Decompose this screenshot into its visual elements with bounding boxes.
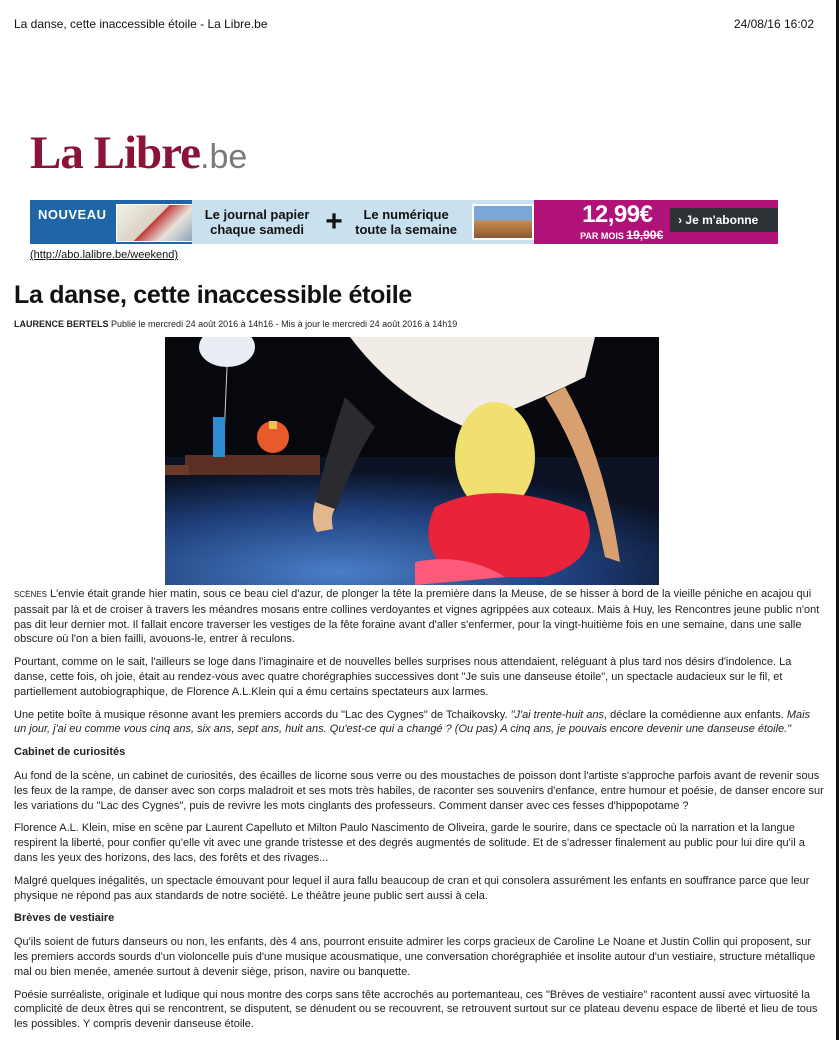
site-logo[interactable] <box>30 126 247 182</box>
banner-per-month <box>580 228 663 242</box>
banner-text-digital: Le numérique toute la semaine <box>355 207 457 237</box>
article-photo <box>165 337 659 585</box>
author-name[interactable]: LAURENCE BERTELS <box>14 319 109 329</box>
paragraph-3-quote-1: "J'ai trente-huit ans <box>510 708 605 721</box>
banner-left-panel <box>30 200 192 244</box>
per-month-label: PAR MOIS <box>580 231 624 241</box>
paragraph-8: Poésie surréaliste, originale et ludique qui nous montre des corps sans tête accrochés au portemanteau, ces "Brèves de vestiaire" racontent aussi avec virtuosité la complicité de deux êtres qui se rencontrent, se disputent, se dénudent ou se recouvrent, se retrouvent surtout sur ce plateau devenu espace de liberté et lieu de tous les possibles. Y compris devenir danseuse étoile. <box>14 988 818 1031</box>
paragraph-2: Pourtant, comme on le sait, l'ailleurs se loge dans l'imaginaire et de nouvelles belles surprises nous attendaient, reléguant à plus tard nos désirs d'indolence. La danse, cette fois, oh joie, était au rendez-vous avec quatre chorégraphies successives dont "Je suis une danseuse étoile", un spectacle audacieux sur le fil, et partiellement autobiographique, de Florence A.L.Klein qui a ému certains spectateurs aux larmes. <box>14 656 792 698</box>
article-headline: La danse, cette inaccessible étoile <box>14 281 413 309</box>
print-page-title: La danse, cette inaccessible étoile - La Libre.be <box>14 17 268 31</box>
plus-icon: + <box>325 205 343 238</box>
subscribe-button[interactable] <box>670 208 778 232</box>
paragraph-4: Au fond de la scène, un cabinet de curiosités, des écailles de licorne sous verre ou des moustaches de poisson dont l'artiste s'approche parfois avant de revenir sous les feux de la rampe, de danser avec son corps maladroit et ses mots très habiles, de raconter ses souvenirs d'enfance, entre humour et poésie, de danser encore sur les variations du "Lac des Cygnes", puis de revivre les mots cinglants des professeurs. Comment danser avec ces fesses d'hippopotame ? <box>14 769 824 812</box>
banner-price-panel <box>534 200 778 244</box>
paragraph-3-start: Une petite boîte à musique résonne avant les premiers accords du "Lac des Cygnes" de Tchaikovsky. <box>14 708 511 721</box>
dancer-photo-illustration <box>165 337 659 585</box>
subheading-cabinet: Cabinet de curiosités <box>14 746 126 759</box>
paragraph-6: Malgré quelques inégalités, un spectacle émouvant pour lequel il aura fallu beaucoup de cran et qui consolera assurément les enfants en souffrance parce que leur physique ne répond pas aux standards de notre société. Le théâtre jeune public sert aussi à cela. <box>14 874 810 902</box>
tablet-thumbnail <box>472 204 534 240</box>
paragraph-1-text: L'envie était grande hier matin, sous ce beau ciel d'azur, de plonger la tête la première dans la Meuse, de se hisser à bord de la vieille péniche en acajou qui passait par là et de croiser à travers les méandres mosans entre collines verdoyantes et vignes agrippées aux coteaux. Mais à Huy, les Rencontres jeune public n'ont pas dit leur dernier mot. Il fallait encore traverser les vestiges de la fête foraine avant d'aller s'enfermer, pour la vingt-huitième fois en une semaine, dans une salle obscure où l'on a bien failli, avouons-le, entrer à reculons. <box>14 588 820 646</box>
subheading-vestiaire: Brèves de vestiaire <box>14 912 115 925</box>
banner-middle-panel <box>192 200 534 244</box>
paragraph-3 <box>14 708 824 738</box>
logo-main-text: La Libre <box>30 127 201 179</box>
old-price: 19,90€ <box>626 228 664 242</box>
subscription-banner[interactable] <box>30 200 778 244</box>
paragraph-3-quote-2: Mais un jour, j'ai eu comme vous cinq ans, six ans, sept ans, huit ans. Qu'est-ce qui a changé ? (Ou pas) A cinq ans, je pouvais encore devenir une danseuse étoile." <box>14 708 811 736</box>
publish-dates: Publié le mercredi 24 août 2016 à 14h16 - Mis à jour le mercredi 24 août 2016 à 14h19 <box>111 319 458 329</box>
rubric-label: SCÈNES <box>14 590 47 599</box>
banner-text-paper: Le journal papier chaque samedi <box>204 207 310 237</box>
article-body <box>14 587 824 1040</box>
paragraph-1 <box>14 587 824 647</box>
byline <box>14 319 457 329</box>
paragraph-3-mid: , déclare la comédienne aux enfants. <box>604 708 787 721</box>
subscribe-label: Je m'abonne <box>685 213 759 227</box>
chevron-right-icon: › <box>678 213 686 227</box>
paragraph-5: Florence A.L. Klein, mise en scène par Laurent Capelluto et Milton Paulo Nascimento de Oliveira, garde le sourire, dans ce spectacle où la narration et la langue respirent la liberté, pour confier qu'elle vit avec une grande tristesse et des degrés augmentés de solitude. Et de s'adresser finalement au public pour lui dire qu'il a dans les yeux des horizons, des lacs, des forêts et des rivages... <box>14 822 805 864</box>
logo-suffix: .be <box>200 138 248 176</box>
promo-link[interactable]: (http://abo.lalibre.be/weekend) <box>30 249 178 261</box>
print-date: 24/08/16 16:02 <box>733 17 814 31</box>
banner-price: 12,99€ <box>582 201 653 228</box>
banner-new-badge: NOUVEAU <box>38 207 107 222</box>
paragraph-7: Qu'ils soient de futurs danseurs ou non, les enfants, dès 4 ans, pourront ensuite admirer les corps gracieux de Caroline Le Noane et Justin Collin qui proposent, sur les premiers accords sourds d'un violoncelle puis d'une musique acousmatique, une conversation chorégraphiée et insolite autour d'un vestiaire, structure métallique mal ou bien menée, amenée surtout à devenir siège, prison, navire ou banquette. <box>14 936 816 978</box>
